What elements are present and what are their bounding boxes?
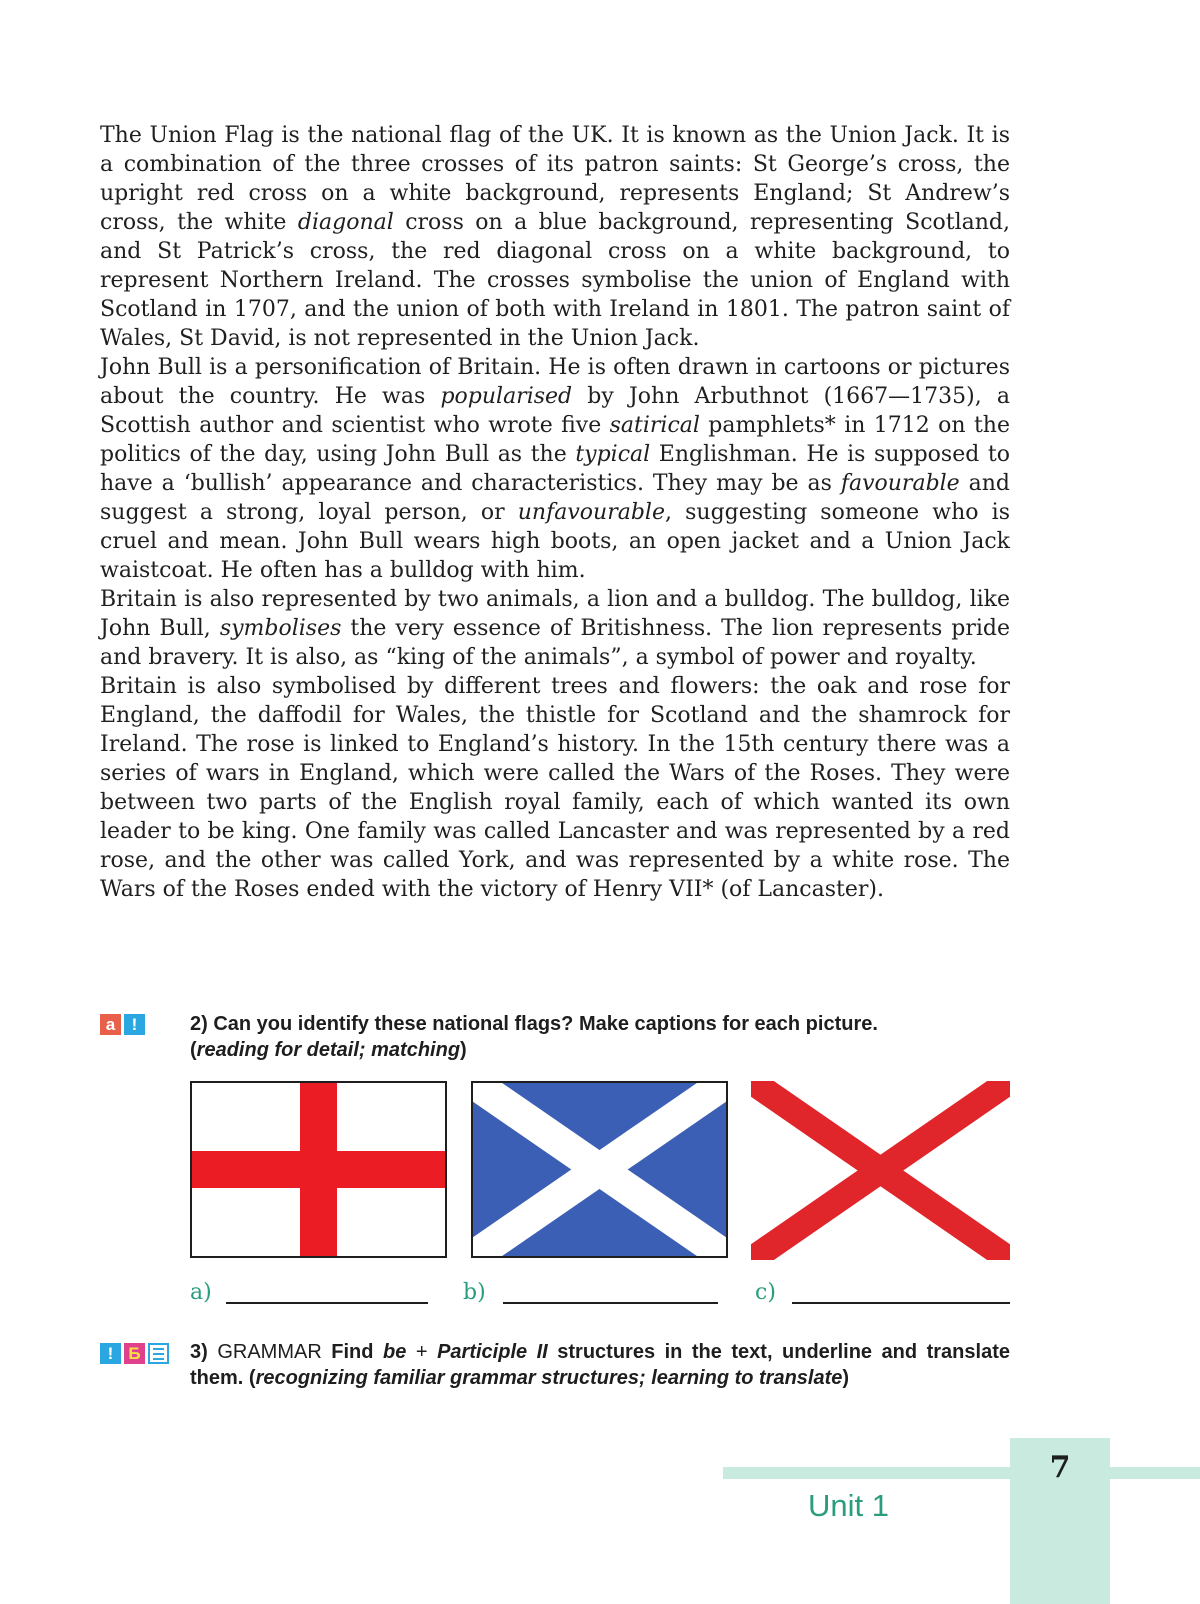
main-text (100, 121, 1010, 904)
paragraph-flowers (100, 672, 1010, 904)
exclamation-icon: ! (124, 1014, 145, 1035)
italic-term: satirical (609, 413, 700, 438)
text-run: pamphlets* in 1712 on the politics of the day, using John Bull as the (100, 413, 1010, 467)
text-run: The Union Flag is the national flag of the UK. It is known as the Union Jack. It is a combination of the three crosses of its patron saints: St George’s cross, the upright red cross on a white background, represents England; St Andrew’s cross, the white (100, 123, 1010, 235)
text-run: by John Arbuthnot (1667—1735), a Scottish author and scientist who wrote five (100, 384, 1010, 438)
caption-b-blank[interactable] (503, 1302, 718, 1304)
paren: ) (460, 1039, 467, 1061)
text-run: Englishman. He is supposed to have a ‘bullish’ appearance and characteristics. They may be as (100, 442, 1011, 496)
task-3-text: Find (331, 1341, 374, 1363)
task-3-participle: Participle II (437, 1341, 548, 1363)
task-3-text: structures in the text, underline and translate them. (190, 1341, 1010, 1389)
text-run: John Bull is a personification of Britain. He is often drawn in cartoons or pictures about the country. He was (100, 355, 1010, 409)
exclamation-icon: ! (100, 1343, 121, 1364)
task-3-instructions (190, 1339, 1010, 1391)
task-3-grammar-label: GRAMMAR (217, 1341, 322, 1363)
st-patrick-flag (751, 1081, 1010, 1260)
paren: ( (190, 1039, 197, 1061)
text-run: Britain is also symbolised by different trees and flowers: the oak and rose for England, the daffodil for Wales, the thistle for Scotland and the shamrock for Ireland. The rose is linked to England’s history. In the 15th century there was a series of wars in England, which were called the Wars of the Roses. They were between two parts of the English royal family, each of which wanted its own leader to be king. One family was called Lancaster and was represented by a red rose, and the other was called York, and was represented by a white rose. The Wars of the Roses ended with the victory of Henry VII* (of Lancaster). (100, 674, 1010, 902)
caption-a-blank[interactable] (226, 1302, 428, 1304)
caption-a-label: a) (190, 1280, 212, 1305)
paragraph-union-flag (100, 121, 1010, 353)
paren: ) (842, 1367, 850, 1389)
task-2-instructions (190, 1011, 1010, 1063)
lines-icon (148, 1343, 169, 1364)
caption-c-blank[interactable] (792, 1302, 1010, 1304)
text-run: the very essence of Britishness. The lion represents pride and bravery. It is also, as “king of the animals”, a symbol of power and royalty. (100, 616, 1011, 670)
unit-label: Unit 1 (808, 1488, 889, 1523)
paragraph-john-bull (100, 353, 1010, 585)
task3-icons (100, 1343, 169, 1364)
caption-b-label: b) (463, 1280, 486, 1305)
letter-b-icon: Б (124, 1343, 145, 1364)
italic-term: typical (575, 442, 651, 467)
text-run: and suggest a strong, loyal person, or (100, 471, 1010, 525)
task-2-skills: reading for detail; matching (196, 1039, 461, 1061)
england-flag (190, 1081, 447, 1258)
footer-band (723, 1467, 1200, 1479)
text-run: cross on a blue background, representing Scotland, and St Patrick’s cross, the red diagonal cross on a white background, to represent Northern Ireland. The crosses symbolise the union of England with Scotland in 1707, and the union of both with Ireland in 1801. The patron saint of Wales, St David, is not represented in the Union Jack. (100, 210, 1011, 351)
task-3-number: 3) (190, 1341, 208, 1363)
italic-term: unfavourable (517, 500, 665, 525)
audio-icon: a (100, 1014, 121, 1035)
paragraph-animals (100, 585, 1010, 672)
italic-term: symbolises (219, 616, 342, 641)
task2-icons (100, 1014, 145, 1035)
task-3-be: be (383, 1341, 407, 1363)
italic-term: favourable (840, 471, 960, 496)
text-run: Britain is also represented by two animals, a lion and a bulldog. The bulldog, like John Bull, (100, 587, 1010, 641)
text-run: , suggesting someone who is cruel and mean. John Bull wears high boots, an open jacket and a Union Jack waistcoat. He often has a bulldog with him. (100, 500, 1010, 583)
italic-term: popularised (440, 384, 573, 409)
task-3-plus: + (415, 1341, 428, 1363)
italic-term: diagonal (297, 210, 394, 235)
scotland-flag (471, 1081, 728, 1258)
task-2-text: 2) Can you identify these national flags? Make captions for each picture. (190, 1013, 878, 1035)
page-number: 7 (1049, 1450, 1071, 1485)
caption-c-label: c) (755, 1280, 776, 1305)
paren: ( (248, 1367, 256, 1389)
flag-horizontal-bar (192, 1151, 445, 1188)
task-3-skills: recognizing familiar grammar structures; learning to translate (255, 1367, 843, 1389)
